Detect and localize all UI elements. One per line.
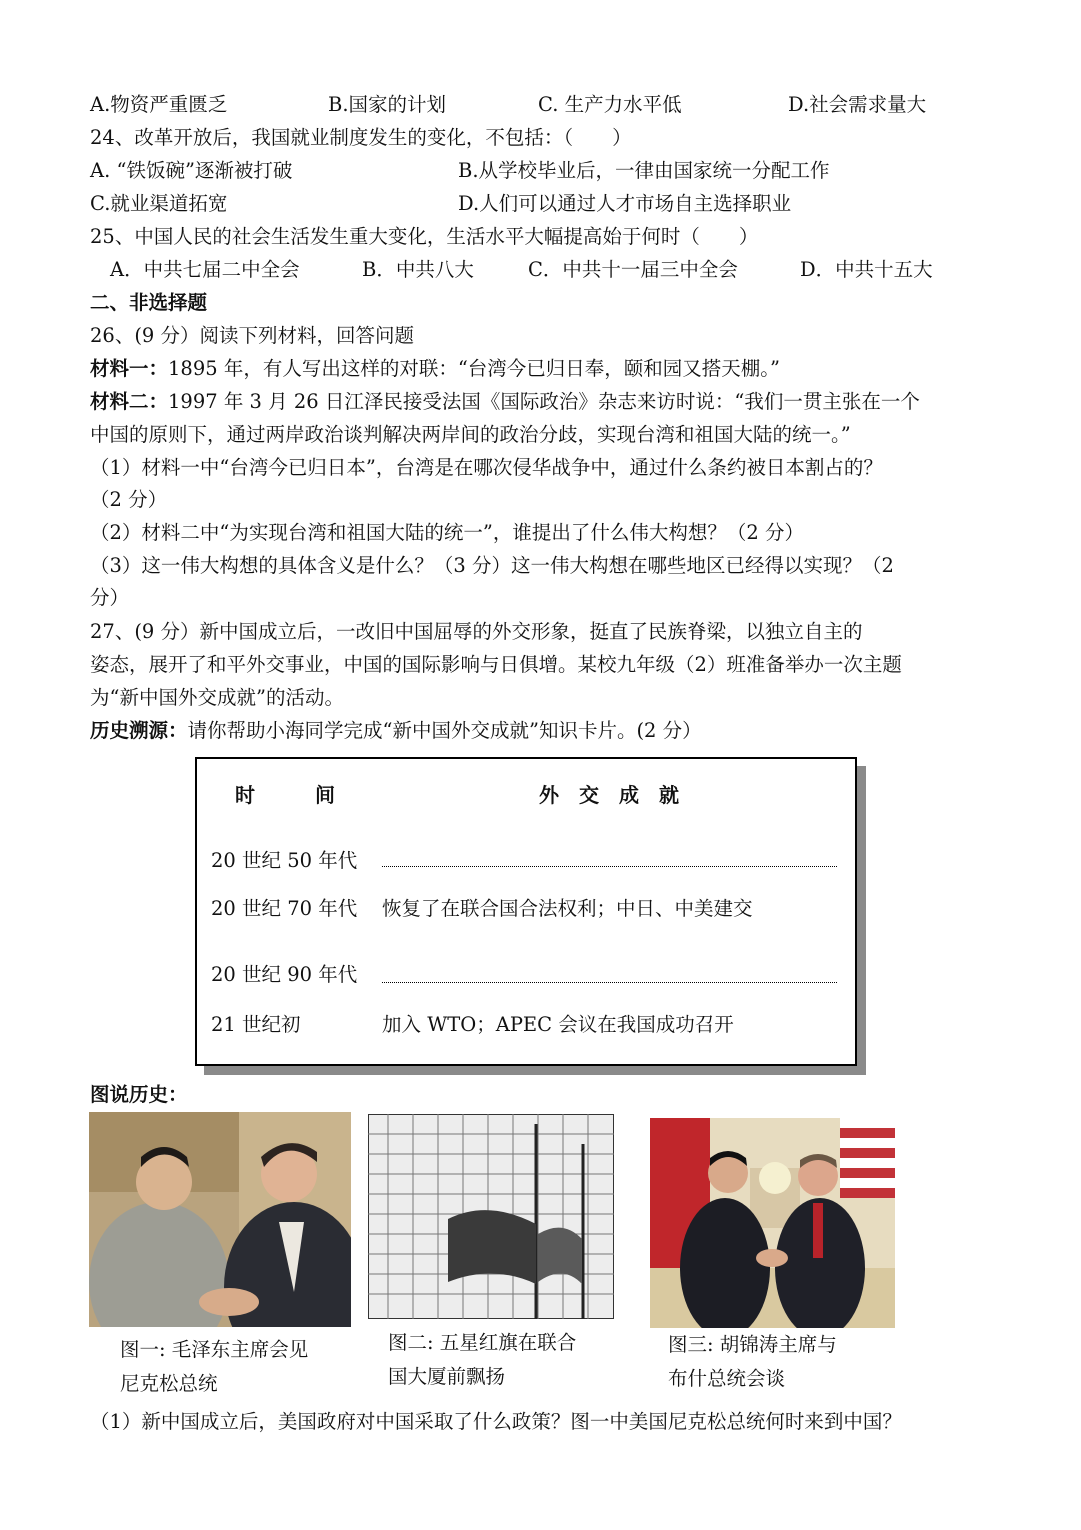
q27-stem-2: 姿态，展开了和平外交事业，中国的国际影响与日俱增。某校九年级（2）班准备举办一次主题 [90,653,902,676]
caption-1-line-1: 图一: 毛泽东主席会见 [120,1338,309,1361]
q26-part-1: （1）材料一中“台湾今已归日本”，台湾是在哪次侵华战争中，通过什么条约被日本割占的？ [90,456,883,479]
q26-part-2: （2）材料二中“为实现台湾和祖国大陆的统一”，谁提出了什么伟大构想？（2 分） [90,521,804,544]
q25-stem: 25、中国人民的社会生活发生重大变化，生活水平大幅提高始于何时（ ） [90,225,759,248]
q24-option-a: A. “铁饭碗”逐渐被打破 [90,159,293,182]
photo-flag-un-building [368,1114,614,1319]
q23-option-d: D.社会需求量大 [788,93,927,116]
material-2-text: 1997 年 3 月 26 日江泽民接受法国《国际政治》杂志来访时说：“我们一贯主张在一个 [168,390,920,413]
q26-stem: 26、(9 分）阅读下列材料，回答问题 [90,324,415,347]
material-2-label: 材料二： [90,390,169,413]
caption-3-line-2: 布什总统会谈 [668,1367,786,1390]
trace-text: 请你帮助小海同学完成“新中国外交成就”知识卡片。(2 分） [187,719,702,742]
pictures-label: 图说历史： [90,1083,188,1106]
knowledge-card [195,757,857,1066]
card-row-time: 20 世纪 50 年代 [211,849,358,872]
card-row-time: 20 世纪 90 年代 [211,963,358,986]
q26-material-1 [90,354,780,384]
caption-2-line-2: 国大厦前飘扬 [388,1365,506,1388]
q24-option-c: C.就业渠道拓宽 [90,192,228,215]
q25-option-d: D．中共十五大 [800,258,933,281]
caption-1-line-2: 尼克松总统 [120,1372,218,1395]
card-answer-blank[interactable] [382,865,837,867]
q23-option-b: B.国家的计划 [328,93,447,116]
q27-trace [90,716,702,746]
q27-stem-3: 为“新中国外交成就”的活动。 [90,686,344,709]
q23-option-c: C. 生产力水平低 [538,93,682,116]
card-row-time: 21 世纪初 [211,1013,301,1036]
q24-stem: 24、改革开放后，我国就业制度发生的变化，不包括：（ ） [90,126,632,149]
q25-option-c: C．中共十一届三中全会 [528,258,738,281]
q24-option-b: B.从学校毕业后，一律由国家统一分配工作 [458,159,830,182]
q26-part-3-score: 分） [90,586,130,609]
material-1-label: 材料一： [90,357,169,380]
q27-part-1: （1）新中国成立后，美国政府对中国采取了什么政策？图一中美国尼克松总统何时来到中国？ [90,1410,902,1433]
section-title: 二、非选择题 [90,291,208,314]
card-row-achievement: 恢复了在联合国合法权利；中日、中美建交 [382,897,753,920]
card-answer-blank[interactable] [382,981,837,983]
q26-material-2 [90,387,920,417]
card-header-time: 时 间 [235,783,335,807]
card-row-achievement: 加入 WTO；APEC 会议在我国成功召开 [382,1013,734,1036]
q26-part-1-score: （2 分） [90,488,168,511]
q23-option-a: A.物资严重匮乏 [90,93,228,116]
card-header-achievement: 外 交 成 就 [539,783,679,807]
caption-3-line-1: 图三: 胡锦涛主席与 [668,1333,837,1356]
trace-label: 历史溯源： [90,719,188,742]
card-row-time: 20 世纪 70 年代 [211,897,358,920]
q26-material-2-cont: 中国的原则下，通过两岸政治谈判解决两岸间的政治分歧，实现台湾和祖国大陆的统一。” [90,423,851,446]
q25-option-b: B．中共八大 [362,258,474,281]
q27-stem-1: 27、(9 分）新中国成立后，一改旧中国屈辱的外交形象，挺直了民族脊梁，以独立自主的 [90,620,863,643]
caption-2-line-1: 图二: 五星红旗在联合 [388,1331,577,1354]
material-1-text: 1895 年，有人写出这样的对联：“台湾今已归日奉，颐和园又搭天棚。” [168,357,781,380]
photo-hu-bush [650,1118,895,1328]
q25-option-a: A．中共七届二中全会 [110,258,300,281]
q24-option-d: D.人们可以通过人才市场自主选择职业 [458,192,792,215]
q26-part-3: （3）这一伟大构想的具体含义是什么？（3 分）这一伟大构想在哪些地区已经得以实现？（2 [90,554,894,577]
photo-mao-nixon [89,1112,351,1327]
